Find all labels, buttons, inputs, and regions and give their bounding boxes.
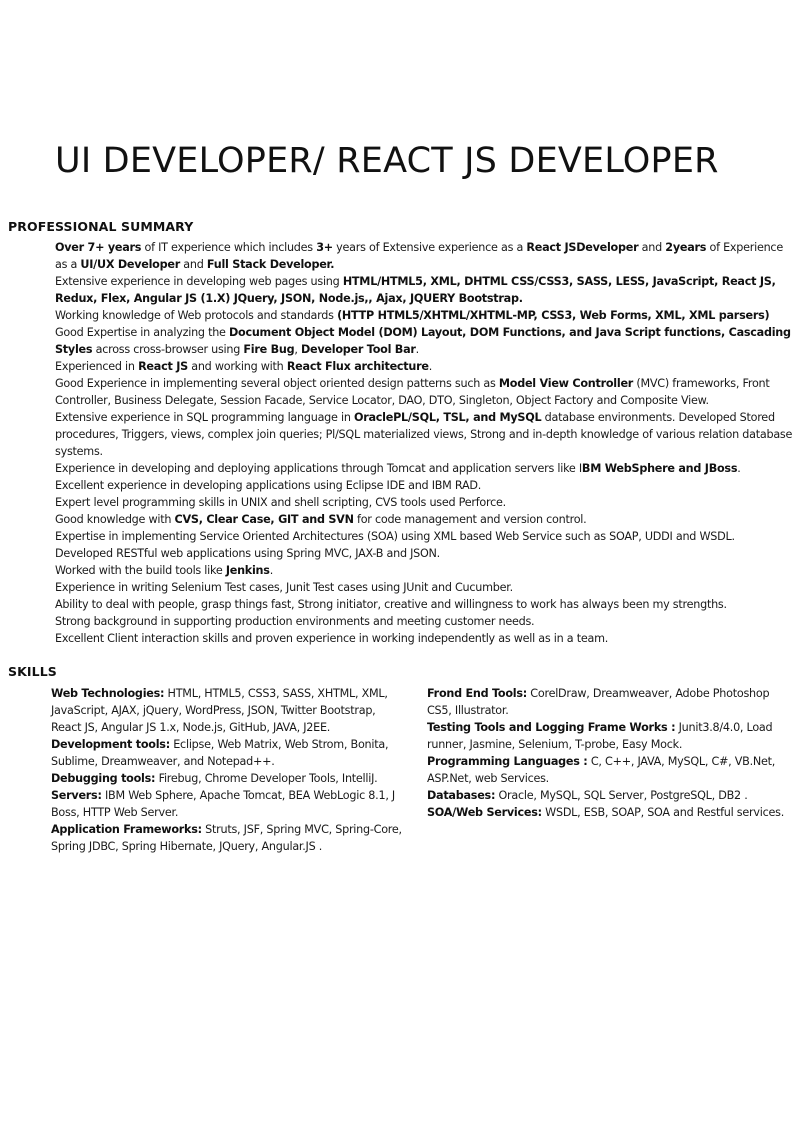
- summary-bold-text: UI/UX Developer: [80, 258, 180, 271]
- skill-label: Development tools:: [51, 738, 170, 751]
- summary-bold-text: React Flux architecture: [286, 360, 429, 373]
- summary-item: [55, 239, 793, 273]
- summary-item: [55, 545, 793, 562]
- summary-item: [55, 324, 793, 358]
- skills-column-left: [51, 685, 409, 855]
- summary-text: .: [428, 360, 433, 373]
- skill-entry: [427, 787, 793, 804]
- summary-item: [55, 358, 793, 375]
- skill-label: Application Frameworks:: [51, 823, 202, 836]
- summary-bold-text: OraclePL/SQL, TSL, and MySQL: [353, 411, 542, 424]
- summary-text: ,: [294, 343, 302, 356]
- summary-text: Expert level programming skills in UNIX and shell scripting, CVS tools used Perforce.: [55, 496, 506, 509]
- summary-bold-text: Fire Bug: [243, 343, 295, 356]
- skill-entry: [51, 770, 409, 787]
- skill-text: Oracle, MySQL, SQL Server, PostgreSQL, DB2 .: [495, 789, 748, 802]
- summary-bold-text: CVS, Clear Case, GIT and SVN: [174, 513, 354, 526]
- skills-column-right: [427, 685, 793, 821]
- skills-heading: SKILLS: [8, 664, 57, 679]
- summary-item: [55, 613, 793, 630]
- skill-entry: [427, 685, 793, 719]
- summary-text: Developed RESTful web applications using Spring MVC, JAX-B and JSON.: [55, 547, 440, 560]
- summary-text: Excellent experience in developing applications using Eclipse IDE and IBM RAD.: [55, 479, 482, 492]
- skill-label: Databases:: [427, 789, 496, 802]
- summary-text: database environments. Developed Stored procedures, Triggers, views, complex join queries; Pl/SQL materialized views, Strong and in-depth knowledge of various relation database systems.: [55, 411, 793, 458]
- professional-summary-heading: PROFESSIONAL SUMMARY: [8, 219, 194, 234]
- summary-bold-text: Developer Tool Bar: [301, 343, 416, 356]
- skill-text: Junit3.8/4.0, Load runner, Jasmine, Selenium, T-probe, Easy Mock.: [427, 721, 773, 751]
- summary-item: [55, 494, 793, 511]
- summary-item: [55, 579, 793, 596]
- skill-label: Testing Tools and Logging Frame Works :: [427, 721, 676, 734]
- summary-bold-text: 3+: [316, 241, 333, 254]
- summary-text: Worked with the build tools like: [55, 564, 226, 577]
- summary-bold-text: (HTTP HTML5/XHTML/XHTML-MP, CSS3, Web Forms, XML, XML parsers): [337, 309, 770, 322]
- summary-text: Strong background in supporting production environments and meeting customer needs.: [55, 615, 535, 628]
- summary-text: Working knowledge of Web protocols and standards: [55, 309, 338, 322]
- summary-item: [55, 528, 793, 545]
- skill-label: Frond End Tools:: [427, 687, 527, 700]
- summary-bold-text: Document Object Model (DOM) Layout, DOM Functions, and Java Script functions, Cascading Styles: [55, 326, 791, 356]
- summary-text: across cross-browser using: [92, 343, 244, 356]
- summary-item: [55, 630, 793, 647]
- summary-bold-text: Jenkins: [225, 564, 270, 577]
- summary-item: [55, 596, 793, 613]
- skill-text: Firebug, Chrome Developer Tools, IntelliJ.: [155, 772, 378, 785]
- summary-item: [55, 511, 793, 528]
- skill-entry: [427, 719, 793, 753]
- summary-item: [55, 562, 793, 579]
- skill-text: C, C++, JAVA, MySQL, C#, VB.Net, ASP.Net, web Services.: [427, 755, 776, 785]
- skill-label: Programming Languages :: [427, 755, 588, 768]
- skill-text: Struts, JSF, Spring MVC, Spring-Core, Spring JDBC, Spring Hibernate, JQuery, Angular.JS .: [51, 823, 402, 853]
- skill-text: IBM Web Sphere, Apache Tomcat, BEA WebLogic 8.1, J Boss, HTTP Web Server.: [51, 789, 395, 819]
- summary-text: .: [415, 343, 419, 356]
- summary-text: Excellent Client interaction skills and proven experience in working independently as well as in a team.: [55, 632, 609, 645]
- summary-text: for code management and version control.: [353, 513, 587, 526]
- summary-item: [55, 273, 793, 307]
- summary-bold-text: Full Stack Developer.: [206, 258, 335, 271]
- summary-item: [55, 375, 793, 409]
- skill-label: SOA/Web Services:: [427, 806, 542, 819]
- summary-text: (MVC) frameworks, Front Controller, Business Delegate, Session Facade, Service Locator, DAO, DTO, Singleton, Object Factory and Composite View.: [55, 377, 770, 407]
- summary-bold-text: Over 7+ years: [55, 241, 142, 254]
- summary-text: and: [179, 258, 207, 271]
- skill-label: Servers:: [51, 789, 102, 802]
- summary-text: of Experience as a: [55, 241, 783, 271]
- summary-text: Experience in writing Selenium Test cases, Junit Test cases using JUnit and Cucumber.: [55, 581, 513, 594]
- skill-label: Web Technologies:: [51, 687, 165, 700]
- summary-text: Good Expertise in analyzing the: [55, 326, 229, 339]
- summary-text: Extensive experience in SQL programming language in: [55, 411, 354, 424]
- resume-title: UI DEVELOPER/ REACT JS DEVELOPER: [55, 141, 719, 181]
- skill-text: CorelDraw, Dreamweaver, Adobe Photoshop CS5, Illustrator.: [427, 687, 770, 717]
- skill-text: WSDL, ESB, SOAP, SOA and Restful services.: [541, 806, 784, 819]
- skill-text: Eclipse, Web Matrix, Web Strom, Bonita, Sublime, Dreamweaver, and Notepad++.: [51, 738, 389, 768]
- skill-entry: [427, 753, 793, 787]
- summary-text: Experience in developing and deploying applications through Tomcat and application servers like I: [55, 462, 582, 475]
- summary-item: [55, 409, 793, 460]
- summary-bold-text: React JS: [138, 360, 188, 373]
- summary-bold-text: HTML/HTML5, XML, DHTML CSS/CSS3, SASS, LESS, JavaScript, React JS, Redux, Flex, Angular JS (1.X) JQuery, JSON, Node.js,, Ajax, JQUERY Bootstrap.: [55, 275, 776, 305]
- summary-text: of IT experience which includes: [141, 241, 317, 254]
- skill-label: Debugging tools:: [51, 772, 156, 785]
- skill-entry: [51, 685, 409, 736]
- skill-entry: [51, 787, 409, 821]
- summary-text: Experienced in: [55, 360, 139, 373]
- summary-text: .: [737, 462, 741, 475]
- summary-bold-text: Model View Controller: [498, 377, 634, 390]
- summary-bold-text: React JSDeveloper: [526, 241, 639, 254]
- summary-text: and: [638, 241, 666, 254]
- summary-text: Ability to deal with people, grasp things fast, Strong initiator, creative and willingness to work has always been my strengths.: [55, 598, 727, 611]
- skill-entry: [427, 804, 793, 821]
- skill-entry: [51, 821, 409, 855]
- summary-bold-text: 2years: [665, 241, 707, 254]
- summary-text: .: [269, 564, 273, 577]
- summary-text: and working with: [187, 360, 287, 373]
- skill-text: HTML, HTML5, CSS3, SASS, XHTML, XML, JavaScript, AJAX, jQuery, WordPress, JSON, Twitter Bootstrap, React JS, Angular JS 1.x, Node.js, GitHub, JAVA, J2EE.: [51, 687, 388, 734]
- skill-entry: [51, 736, 409, 770]
- summary-text: Good Experience in implementing several object oriented design patterns such as: [55, 377, 499, 390]
- summary-bold-text: BM WebSphere and JBoss: [581, 462, 738, 475]
- summary-text: Expertise in implementing Service Oriented Architectures (SOA) using XML based Web Service such as SOAP, UDDI and WSDL.: [55, 530, 735, 543]
- summary-text: Extensive experience in developing web pages using: [55, 275, 343, 288]
- summary-text: years of Extensive experience as a: [332, 241, 527, 254]
- summary-text: Good knowledge with: [55, 513, 175, 526]
- summary-item: [55, 477, 793, 494]
- summary-item: [55, 460, 793, 477]
- summary-item: [55, 307, 793, 324]
- professional-summary-list: [55, 239, 793, 647]
